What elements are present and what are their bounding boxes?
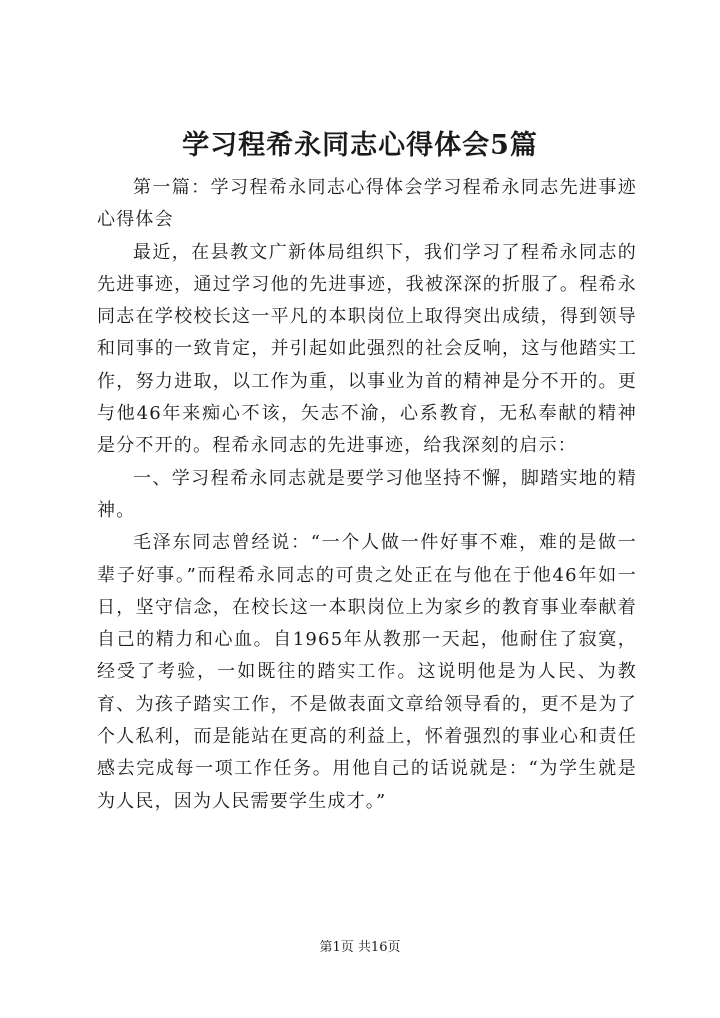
paragraph-section-one: 一、学习程希永同志就是要学习他坚持不懈，脚踏实地的精神。 bbox=[97, 467, 637, 521]
paragraph-heading: 第一篇：学习程希永同志心得体会学习程希永同志先进事迹心得体会 bbox=[97, 177, 637, 231]
page-footer: 第1页 共16页 bbox=[319, 940, 401, 955]
paragraph-intro: 最近，在县教文广新体局组织下，我们学习了程希永同志的先进事迹，通过学习他的先进事迹，我被深深的折服了。程希永同志在学校校长这一平凡的本职岗位上取得突出成绩，得到领导和同事的一致肯定，并引起如此强烈的社会反响，这与他踏实工作，努力进取，以工作为重，以事业为首的精神是分不开的。更与他46年来痴心不该，矢志不渝，心系教育，无私奉献的精神是分不开的。程希永同志的先进事迹，给我深刻的启示： bbox=[97, 241, 637, 457]
document-title: 学习程希永同志心得体会5篇 bbox=[182, 130, 538, 161]
document-body bbox=[97, 172, 637, 818]
paragraph-quote: 毛泽东同志曾经说：“一个人做一件好事不难，难的是做一辈子好事。”而程希永同志的可贵之处正在与他在于他46年如一日，坚守信念，在校长这一本职岗位上为家乡的教育事业奉献着自己的精力和心血。自1965年从教那一天起，他耐住了寂寞，经受了考验，一如既往的踏实工作。这说明他是为人民、为教育、为孩子踏实工作，不是做表面文章给领导看的，更不是为了个人私利，而是能站在更高的利益上，怀着强烈的事业心和责任感去完成每一项工作任务。用他自己的话说就是：“为学生就是为人民，因为人民需要学生成才。” bbox=[97, 532, 637, 812]
